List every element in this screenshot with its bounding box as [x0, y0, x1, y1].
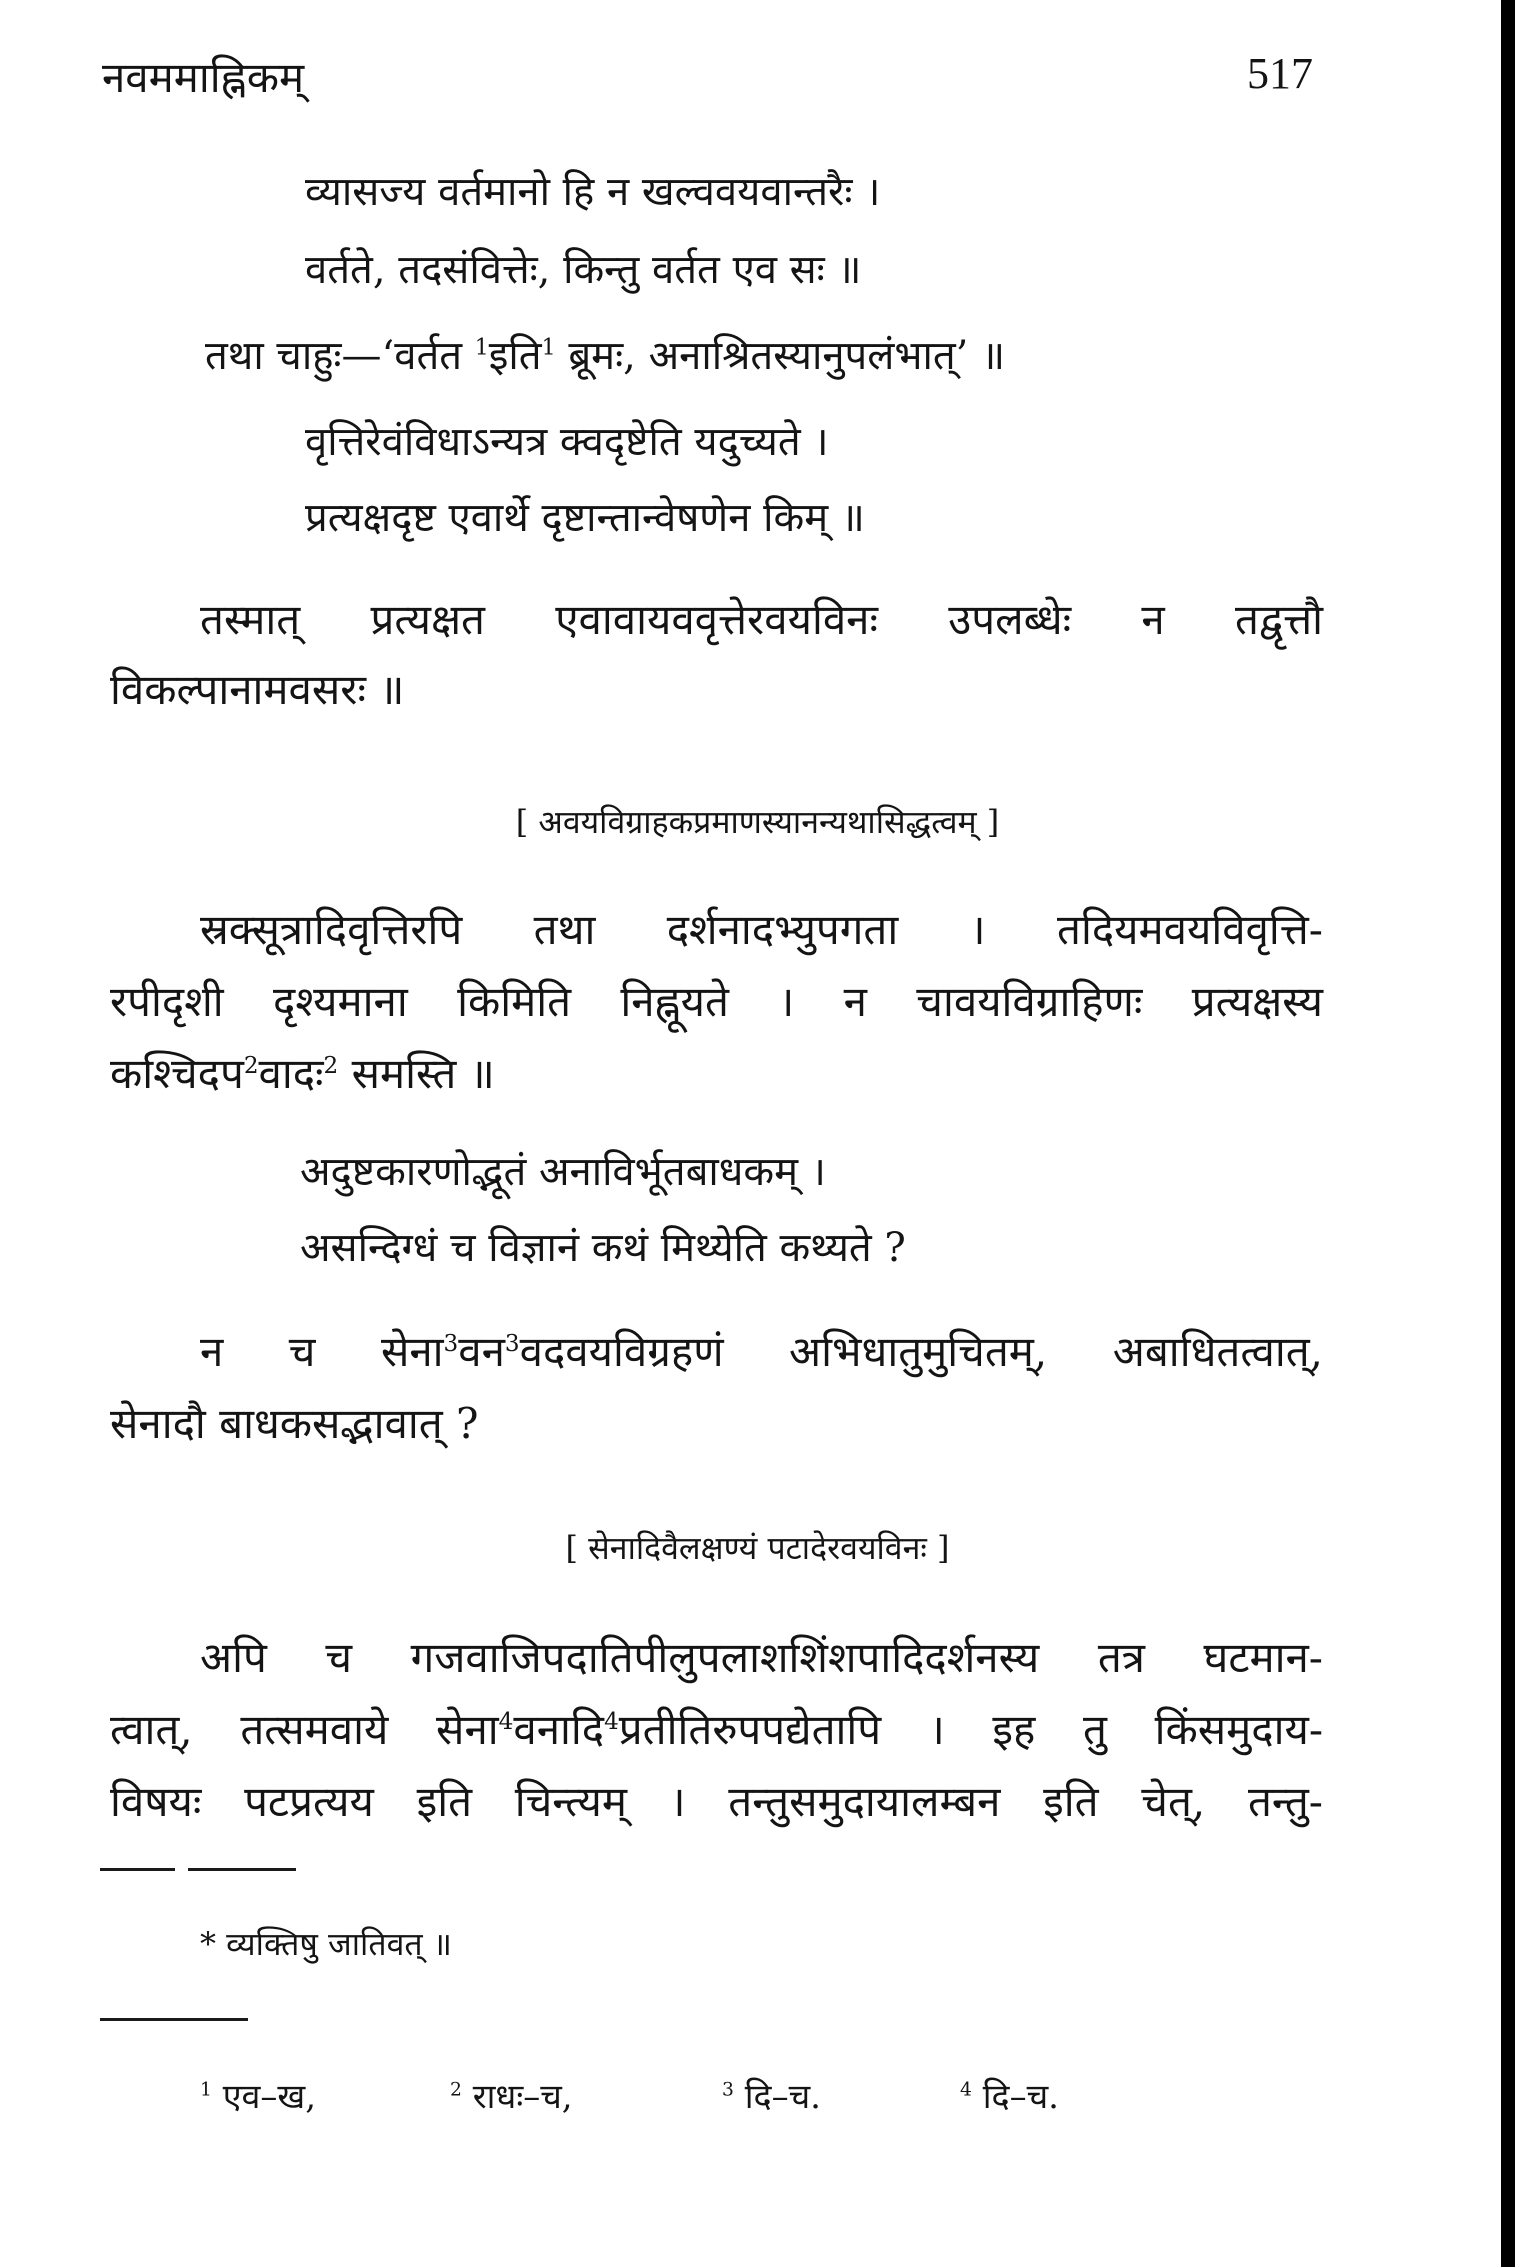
- footnote-number: 4: [960, 2079, 972, 2101]
- para4-line2-mid: वनादि: [513, 1705, 605, 1754]
- para3-line1-post: वदवयविग्रहणं अभिधातुमुचितम्, अबाधितत्वात्,: [519, 1327, 1323, 1376]
- footnote-text: एव–ख,: [222, 2077, 317, 2117]
- footnote-ref: 1: [541, 335, 556, 361]
- verse2-line1: वृत्तिरेवंविधाऽन्यत्र क्वदृष्टेति यदुच्यते ।: [305, 419, 829, 465]
- footnote-divider: [100, 2018, 248, 2021]
- page-number: 517: [1247, 49, 1313, 98]
- footnote-ref: 2: [243, 1053, 259, 1079]
- para1-line1: तस्मात् प्रत्यक्षत एवावायववृत्तेरवयविनः उपलब्धेः न तद्वृत्तौ: [200, 595, 1323, 644]
- footnote-ref: 4: [498, 1709, 514, 1735]
- para1-line2: विकल्पानामवसरः ॥: [110, 665, 405, 714]
- para2-line3-mid: वादः: [258, 1049, 324, 1098]
- footnote-2: [450, 2072, 573, 2118]
- footnote-number: 1: [200, 2079, 212, 2101]
- section-heading: [ अवयविग्राहकप्रमाणस्यानन्यथासिद्धत्वम् ]: [515, 803, 1000, 841]
- footnote-ref: 3: [504, 1331, 520, 1357]
- editorial-note: * व्यक्तिषु जातिवत् ॥: [200, 1925, 452, 1963]
- quote-line: [205, 326, 1005, 381]
- verse2-line2: प्रत्यक्षदृष्ट एवार्थे दृष्टान्तान्वेषणेन किम् ॥: [305, 495, 865, 541]
- verse1-line2: वर्तते, तदसंवित्तेः, किन्तु वर्तत एव सः ॥: [305, 247, 862, 293]
- para4-line3: विषयः पटप्रत्यय इति चिन्त्यम् । तन्तुसमुदायालम्बन इति चेत्, तन्तु-: [110, 1777, 1323, 1826]
- para3-line1-pre: न च सेना: [200, 1327, 444, 1376]
- running-header-title: नवममाह्निकम्: [102, 53, 305, 102]
- footnote-ref: 1: [474, 335, 489, 361]
- para4-line2-post: प्रतीतिरुपपद्येतापि । इह तु किंसमुदाय-: [618, 1705, 1324, 1754]
- para2-line1: स्रक्सूत्रादिवृत्तिरपि तथा दर्शनादभ्युपगता । तदियमवयविवृत्ति-: [200, 905, 1323, 954]
- verse3-line1: अदुष्टकारणोद्भूतं अनाविर्भूतबाधकम् ।: [300, 1149, 826, 1195]
- para2-line3-pre: कश्चिदप: [110, 1049, 244, 1098]
- note-divider: [100, 1868, 175, 1871]
- para4-line1: अपि च गजवाजिपदातिपीलुपलाशशिंशपादिदर्शनस्य तत्र घटमान-: [200, 1633, 1323, 1682]
- footnote-number: 3: [722, 2079, 734, 2101]
- verse3-line2: असन्दिग्धं च विज्ञानं कथं मिथ्येति कथ्यते ?: [300, 1225, 906, 1271]
- para2-line2: रपीदृशी दृश्यमाना किमिति निह्नूयते । न चावयविग्राहिणः प्रत्यक्षस्य: [110, 977, 1323, 1026]
- quote-text-pre: तथा चाहुः—‘वर्तत: [205, 333, 475, 379]
- footnote-number: 2: [450, 2079, 462, 2101]
- footnote-1: [200, 2072, 316, 2118]
- quote-text-post: ब्रूमः, अनाश्रितस्यानुपलंभात्’ ॥: [555, 333, 1006, 379]
- para3-line2: सेनादौ बाधकसद्भावात् ?: [110, 1399, 479, 1448]
- footnote-text: दि–च.: [982, 2077, 1059, 2117]
- footnote-ref: 3: [443, 1331, 459, 1357]
- scan-border: [1501, 0, 1515, 2267]
- para2-line3-post: समस्ति ॥: [338, 1049, 495, 1098]
- section-heading: [ सेनादिवैलक्षण्यं पटादेरवयविनः ]: [565, 1529, 950, 1567]
- footnote-3: [722, 2072, 821, 2118]
- verse1-line1: व्यासज्य वर्तमानो हि न खल्ववयवान्तरैः ।: [305, 169, 881, 215]
- footnote-4: [960, 2072, 1059, 2118]
- para3-line1: [200, 1322, 1323, 1379]
- footnote-text: राधः–च,: [472, 2077, 573, 2117]
- para2-line3: [110, 1044, 1323, 1101]
- para3-line1-mid: वन: [458, 1327, 505, 1376]
- footnote-ref: 2: [323, 1053, 339, 1079]
- quote-text-mid: इति: [488, 333, 542, 379]
- para4-line2: [110, 1700, 1323, 1757]
- footnote-text: दि–च.: [744, 2077, 821, 2117]
- note-divider: [188, 1868, 296, 1871]
- para4-line2-pre: त्वात्, तत्समवाये सेना: [110, 1705, 499, 1754]
- footnote-ref: 4: [604, 1709, 619, 1735]
